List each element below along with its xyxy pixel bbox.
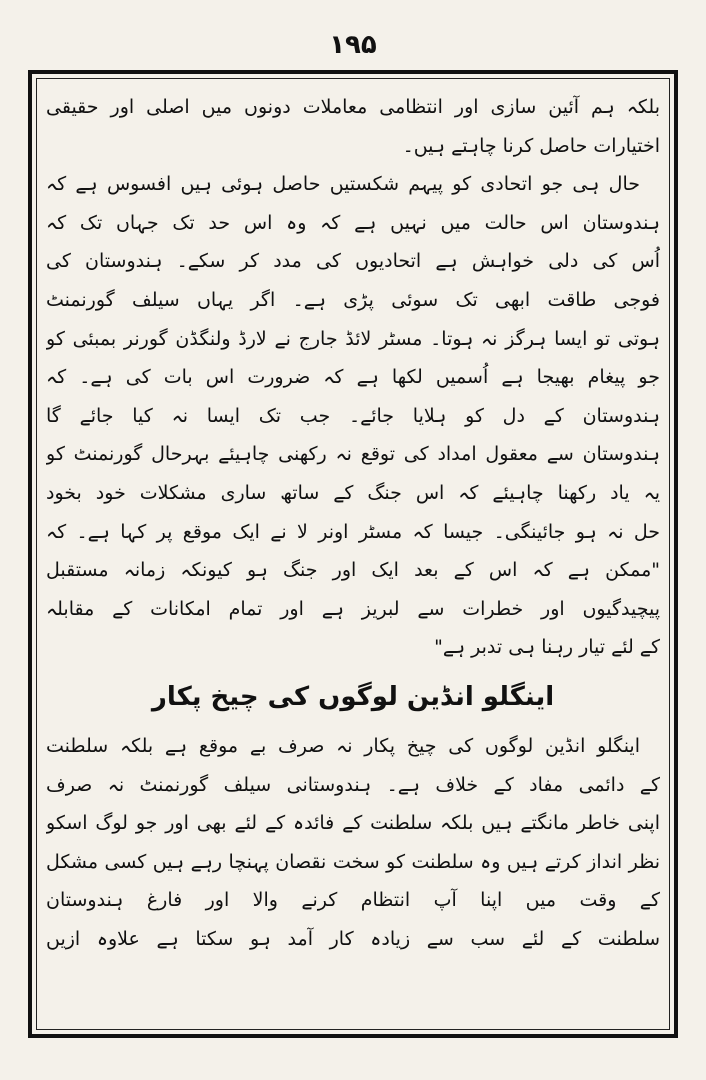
text-line: نظر انداز کرتے ہیں وہ سلطنت کو سخت نقصان پہنچا رہے ہیں کسی مشکل xyxy=(46,850,660,873)
text-line: یہ یاد رکھنا چاہیئے کہ اس جنگ کے ساتھ ساری مشکلات خود بخود xyxy=(46,481,660,504)
page-body-text xyxy=(46,88,660,958)
text-line: ہندوستان سے معقول امداد کی توقع نہ رکھنی چاہیئے بہرحال گورنمنٹ کو xyxy=(46,443,660,466)
section-heading: اینگلو انڈین لوگوں کی چیخ پکار xyxy=(151,681,555,712)
text-line: کے لئے تیار رہنا ہی تدبر ہے" xyxy=(434,636,660,659)
text-line: کے وقت میں اپنا آپ انتظام کرنے والا اور فارغ ہندوستان xyxy=(46,889,660,912)
text-line: اختیارات حاصل کرنا چاہتے ہیں۔ xyxy=(402,134,660,157)
text-line: ہوتی تو ایسا ہرگز نہ ہوتا۔ مسٹر لائڈ جارج نے لارڈ ولنگڈن گورنر بمبئی کو xyxy=(46,327,660,350)
page-number: ۱۹۵ xyxy=(329,30,377,60)
text-line: جو پیغام بھیجا ہے اُسمیں لکھا ہے کہ ضرورت اس بات کی ہے۔ کہ xyxy=(46,366,660,389)
text-line: حال ہی جو اتحادی کو پیہم شکستیں حاصل ہوئی ہیں افسوس ہے کہ xyxy=(46,173,640,196)
text-line: حل نہ ہو جائینگی۔ جیسا کہ مسٹر اونر لا نے ایک موقع پر کہا ہے۔ کہ xyxy=(46,520,660,543)
text-line: ہندوستان کے دل کو ہلایا جائے۔ جب تک ایسا نہ کیا جائے گا xyxy=(46,404,660,427)
text-line: بلکہ ہم آئین سازی اور انتظامی معاملات دونوں میں اصلی اور حقیقی xyxy=(46,96,660,118)
text-line: فوجی طاقت ابھی تک سوئی پڑی ہے۔ اگر یہاں سیلف گورنمنٹ xyxy=(46,288,660,311)
text-line: پیچیدگیوں اور خطرات سے لبریز ہے اور تمام امکانات کے مقابلہ xyxy=(46,597,660,620)
text-line: "ممکن ہے کہ اس کے بعد ایک اور جنگ ہو کیونکہ زمانہ مستقبل xyxy=(46,559,660,582)
text-line: اُس کی دلی خواہش ہے اتحادیوں کی مدد کر سکے۔ ہندوستان کی xyxy=(46,250,660,273)
text-line: ہندوستان اس حالت میں نہیں ہے کہ وہ اس حد تک جہاں تک کہ xyxy=(46,211,660,234)
text-line: اینگلو انڈین لوگوں کی چیخ پکار نہ صرف بے موقع ہے بلکہ سلطنت xyxy=(46,734,640,757)
text-line: سلطنت کے لئے سب سے زیادہ کار آمد ہو سکتا ہے علاوہ ازیں xyxy=(46,927,660,950)
text-line: کے دائمی مفاد کے خلاف ہے۔ ہندوستانی سیلف گورنمنٹ نہ صرف xyxy=(46,773,660,796)
text-line: اپنی خاطر مانگتے ہیں بلکہ سلطنت کے فائدہ کے لئے بھی اور جو لوگ اسکو xyxy=(46,812,660,835)
